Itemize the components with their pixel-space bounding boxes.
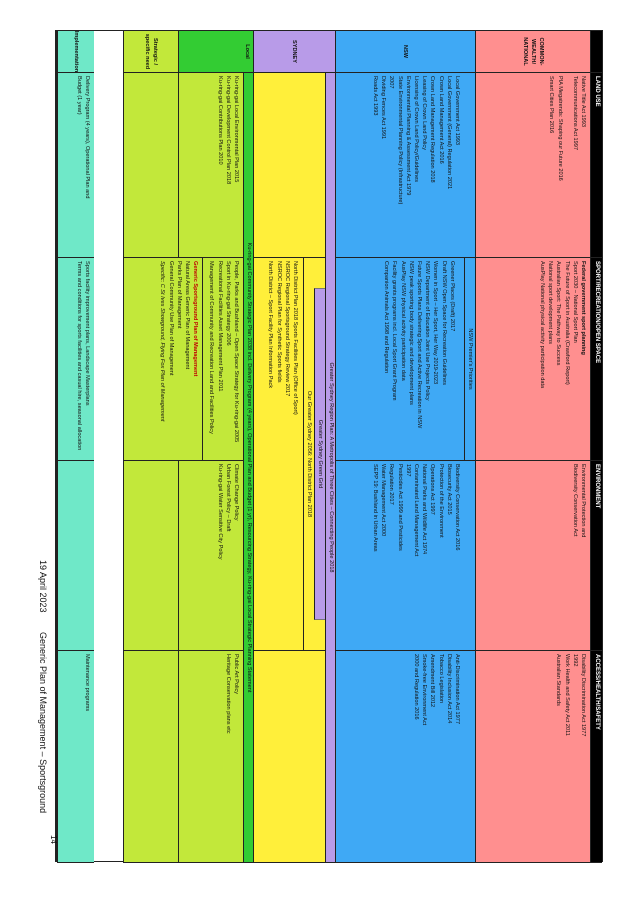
row-label-nsw: NSW (335, 31, 475, 73)
list-item: Public Art Policy (233, 654, 239, 695)
regional-plans (253, 258, 325, 651)
list-item: Environmental Protection and (580, 464, 586, 538)
list-item: 2007 (388, 76, 395, 89)
generic-sportsground-plan: Generic Sportsground Plan of Management (192, 261, 199, 377)
commonwealth-environment (475, 461, 590, 651)
list-item: Smart Cities Plan 2016 (548, 76, 555, 134)
list-item: Australian Sport: The Pathway to Success (555, 261, 562, 366)
list-item: Draft NSW Open Space for Recreation Guidelines (440, 261, 447, 386)
list-item: NSROC Regional Plan for Synthetic Sports fields (275, 261, 282, 383)
implementation-sport (57, 258, 94, 461)
list-item: NSW peak sporting body strategic and development plans (407, 261, 414, 405)
list-item: Recreational Facilities Asset Management Plan 2011 (216, 261, 223, 392)
implementation-row (56, 30, 94, 862)
list-item: Companion Animals Act 1998 and Regulation (383, 261, 390, 374)
list-item: North District Plan 2018 Sports Facilities Plan (Office of Sport) (292, 261, 298, 415)
list-item: Heritage Conservation plans etc (224, 654, 231, 734)
row-label-strategic: Strategic / specific need (123, 31, 178, 73)
list-item: Budget (1 year) (75, 76, 82, 115)
list-item: Biosecurity Act 2015 (445, 464, 452, 515)
page-footer (26, 30, 48, 862)
list-item: Australian Standards (555, 654, 562, 706)
list-item: National sport development plans (547, 261, 554, 345)
commonwealth-access (475, 651, 590, 863)
header-sport: SPORT/RECREATION/OPEN SPACE (590, 258, 602, 461)
list-item: Crown Land Management Regulation 2018 (429, 76, 436, 183)
list-item: Licensing of Crown Land Policy/Guidelines (412, 76, 419, 183)
header-environment: ENVIRONMENT (590, 461, 602, 651)
list-item: Crown Land Management Act 2016 (437, 76, 444, 164)
list-item: Operations Act 1997 (429, 464, 436, 515)
list-item: Sports facility improvement plans, Landscape Masterplans (84, 261, 90, 406)
list-item: Disability Discrimination Act 1977 (580, 654, 586, 737)
list-item: Climate Change Policy (233, 464, 239, 521)
local-access (178, 651, 243, 863)
implementation-access (57, 651, 94, 863)
list-item: Sport in Ku-ring-gai Strategy 2006 (224, 261, 231, 346)
footer-title: Generic Plan of Management – Sportsground (38, 632, 48, 814)
list-item: Anti-Discrimination Act 1977 (454, 654, 460, 724)
list-item: Sport 2030 – National Sport Plan (571, 261, 578, 343)
list-item: Ku-ring-gai Development Control Plan 2018 (224, 76, 231, 185)
local-sport (123, 258, 243, 461)
list-item: North District – Sport Facility Plan Information Pack (267, 261, 274, 389)
list-item: PIA Megatrends: Shaping our Future 2016 (556, 76, 563, 181)
list-item: Dividing Fences Act 1991 (380, 76, 387, 140)
list-item: Roads Act 1993 (371, 76, 378, 116)
row-label-implementation: Implementation (57, 31, 94, 73)
list-item: Facility grants programs incl. Local Sport Grant Program (391, 261, 398, 401)
footer-date: 19 April 2023 (38, 560, 48, 613)
list-item: Amendment Bill 2012 (429, 654, 436, 708)
list-item: The Future of Sport in Australia (Crawford Report) (563, 261, 570, 385)
list-item: Parks Plan of Management (175, 261, 182, 329)
list-item: Work Health and Safety Act 2011 (563, 654, 570, 736)
list-item: Native Title Act 1993 (580, 76, 586, 127)
planning-framework-table (55, 30, 603, 862)
rotated-page (38, 30, 603, 862)
regional-access (253, 651, 325, 863)
list-item: AusPlay National physical activity participation data (538, 261, 545, 389)
list-item: NSW Department of Education Joint Use Projects Policy (424, 261, 431, 401)
list-item: 2000 and Regulation 2016 (412, 654, 419, 720)
list-item: National Parks and Wildlife Act 1974 (421, 464, 428, 555)
list-item: Future Sports Plans Delivering Sport and Active Recreation in NSW (415, 261, 422, 429)
list-item: NSROC Regional Sportsground Strategy Review 2017 (283, 261, 290, 397)
commonwealth-sport (475, 258, 590, 461)
implementation-environment (57, 461, 94, 651)
list-item: Biodiversity Conservation Act (571, 464, 578, 537)
list-item: Protection of the Environment (437, 464, 444, 538)
list-item: Ku-ring-gai Contributions Plan 2010 (216, 76, 223, 165)
nsw-access (335, 651, 475, 863)
regional-land-use (253, 73, 325, 258)
page-number: 14 (49, 835, 58, 844)
list-item: Maintenance programs (84, 654, 90, 712)
strategic-environment (123, 461, 178, 651)
list-item: Terms and conditions for sports facilities and casual hire, seasonal allocation (75, 261, 82, 451)
list-item: Local Government Act 1993 (454, 76, 460, 146)
list-item: Pesticides Act 1999 and Pesticides (396, 464, 403, 551)
list-item: Regulation 2017 (388, 464, 395, 505)
list-item: Smoke-free Environment Act (421, 654, 428, 726)
list-item: Local Government (General) Regulation 2021 (445, 76, 452, 190)
list-item: Management of Community and Recreation Land and Facilities Policy (208, 261, 215, 434)
header-corner (590, 31, 602, 73)
local-strategic-plan: Ku-ring-gai Community Strategic Plan 2038 incl. Delivery Program (4 years), Operational Plan and Budget (1 yr), Resourcing Strategy, Ku-ring-gai Local Strategic Planning Statement (243, 73, 253, 863)
list-item: 1992 (571, 654, 578, 667)
list-item: People, Parks and Bushland – Open Space Strategy for Ku-ring-gai 2005 (233, 261, 239, 443)
list-item: Telecommunications Act 1997 (571, 76, 578, 151)
list-item: 1997 (404, 464, 411, 477)
list-item: Ku-ring-gai Local Environmental Plan 2015 (233, 76, 239, 183)
list-item: Natural Areas Generic Plan of Management (183, 261, 190, 370)
sydney-region-plan: Greater Sydney Region Plan: A Metropolis of Three Cities – Connecting People 2018 (325, 73, 335, 863)
list-item: Disability Inclusion Act 2014 (445, 654, 452, 724)
list-item: Federal government sport planning (580, 261, 586, 355)
list-item: Delivery Program (4 years), Operational Plan and (84, 76, 90, 199)
list-item: Women in Sport – Her Sport, Her Way 2019-2023 (432, 261, 439, 385)
header-land-use: LAND USE (590, 73, 602, 258)
list-item: Greener Places (Draft) 2017 (448, 261, 455, 332)
list-item: Biodiversity Conservation Act 2016 (454, 464, 460, 551)
header-access: ACCESS/HEALTH/SAFETY (590, 651, 602, 863)
list-item: Water Management Act 2000 (380, 464, 387, 537)
strategic-access (123, 651, 178, 863)
list-item: AusPlay NSW physical activity participation data (399, 261, 406, 381)
list-item: Tobacco Legislation (437, 654, 444, 704)
list-item: Leasing of Crown Land Policy (421, 76, 428, 151)
sydney-green-grid: Greater Sydney Green Grid (314, 288, 325, 620)
nsw-premiers-priorities: NSW Premier's Priorities (464, 258, 475, 460)
list-item: Urban Forest Policy – Draft (224, 464, 231, 532)
commonwealth-land-use (475, 73, 590, 258)
row-label-local: Local (178, 31, 253, 73)
list-item: SEPP 19: Bushland in Urban Areas (371, 464, 378, 552)
list-item: Ku-ring-gai Water Sensitive City Policy (216, 464, 223, 560)
list-item: Environmental Planning & Assessment Act 1979 (404, 76, 411, 196)
list-item: General Community Use Plan of Management (167, 261, 174, 376)
list-item: State Environmental Planning Policy (Infrastructure) (396, 76, 403, 205)
regional-heading: Our Greater Sydney 2056: North District Plan 2018 (303, 258, 314, 650)
nsw-sport (335, 258, 475, 461)
list-item: Contaminated Land Management Act (412, 464, 419, 557)
local-environment (178, 461, 243, 651)
row-label-sydney: SYDNEY (253, 31, 335, 73)
implementation-land-use (57, 73, 94, 258)
strategic-land-use (123, 73, 178, 258)
nsw-environment (335, 461, 475, 651)
row-label-commonwealth: COMMON-WEALTH/ NATIONAL (475, 31, 590, 73)
local-land-use (178, 73, 243, 258)
specific-plan: Specific: C St Ives Showground, Flying Fox Plan of Management (159, 261, 166, 422)
nsw-land-use (335, 73, 475, 258)
